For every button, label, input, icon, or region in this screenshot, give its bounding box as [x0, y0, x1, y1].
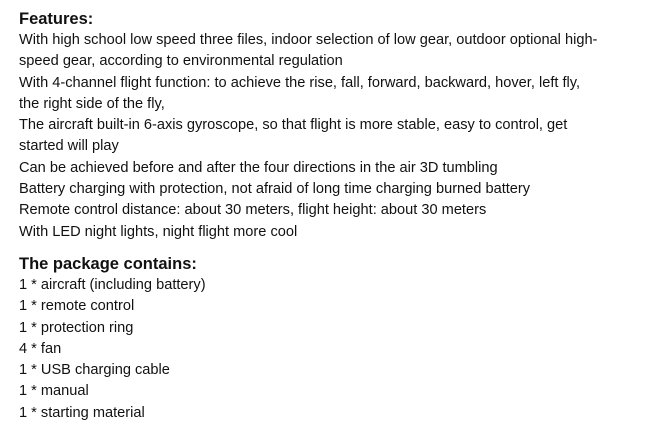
features-line: started will play [19, 138, 119, 155]
section-spacer [19, 243, 664, 254]
package-item: 1 * manual [19, 383, 89, 400]
package-heading: The package contains: [19, 254, 197, 273]
package-item: 1 * aircraft (including battery) [19, 276, 206, 293]
features-line: With LED night lights, night flight more cool [19, 223, 298, 240]
features-heading: Features: [19, 10, 94, 28]
features-line: The aircraft built-in 6-axis gyroscope, so that flight is more stable, easy to control, get [19, 117, 568, 134]
package-item: 4 * fan [19, 340, 62, 357]
product-description [19, 9, 664, 424]
features-line: speed gear, according to environmental regulation [19, 53, 343, 70]
package-item: 1 * remote control [19, 298, 135, 315]
features-line: Battery charging with protection, not afraid of long time charging burned battery [19, 181, 531, 198]
package-item: 1 * USB charging cable [19, 362, 170, 379]
package-item: 1 * protection ring [19, 319, 134, 336]
features-line: Can be achieved before and after the four directions in the air 3D tumbling [19, 159, 498, 176]
features-line: Remote control distance: about 30 meters, flight height: about 30 meters [19, 202, 487, 219]
features-line: With 4-channel flight function: to achieve the rise, fall, forward, backward, hover, left fly, [19, 74, 581, 91]
features-line: With high school low speed three files, indoor selection of low gear, outdoor optional high- [19, 32, 598, 48]
features-line: the right side of the fly, [19, 95, 165, 112]
package-item: 1 * starting material [19, 404, 145, 421]
